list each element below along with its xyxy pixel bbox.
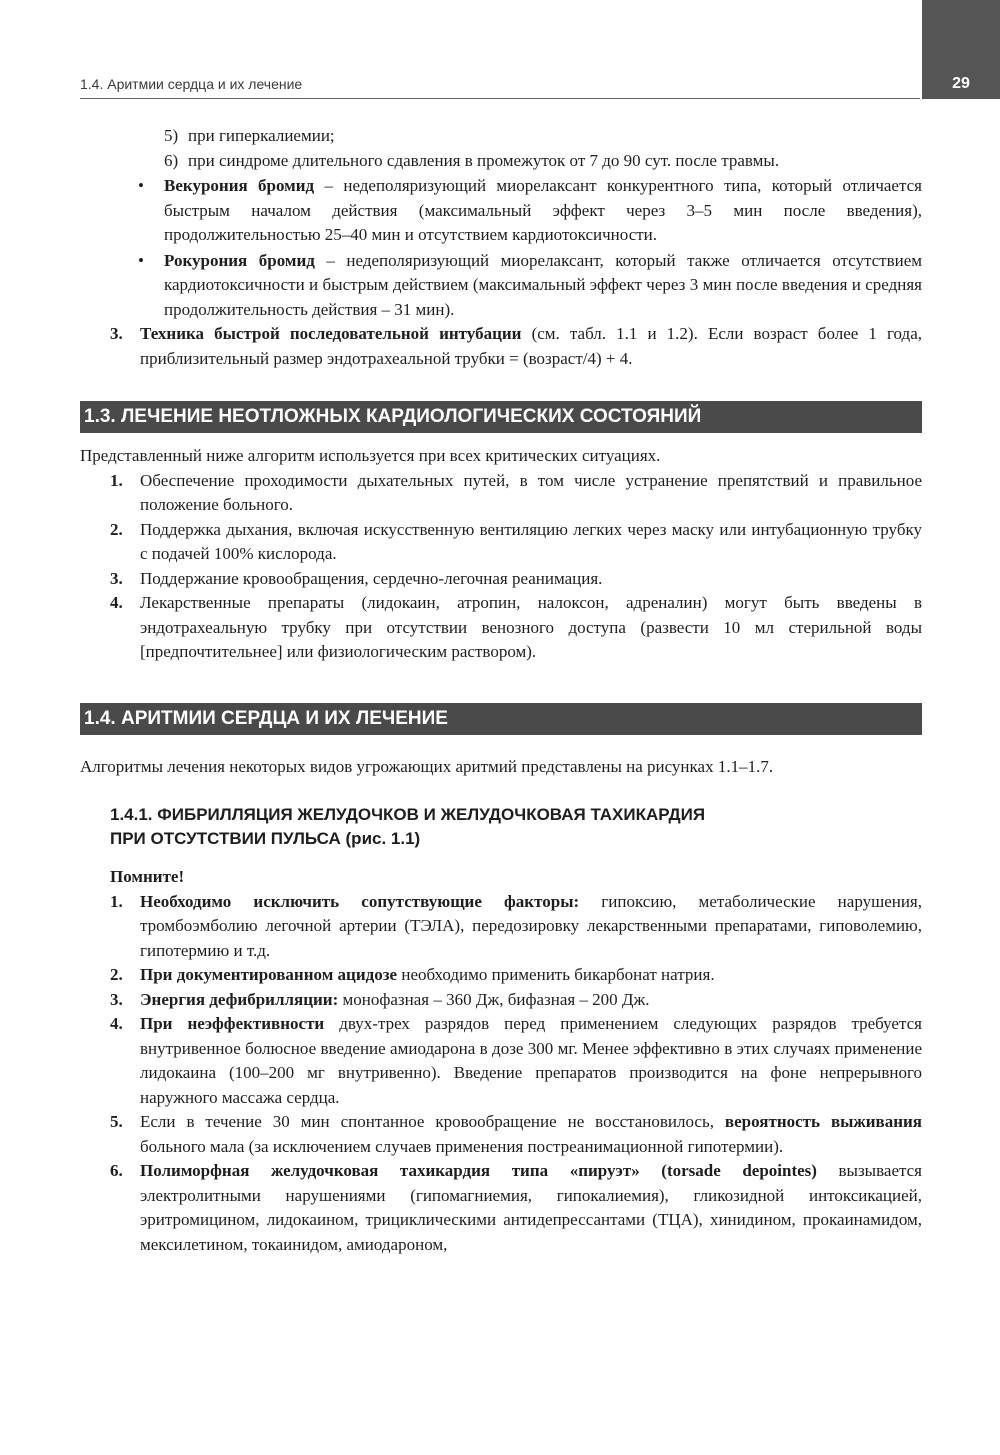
- section-intro: Алгоритмы лечения некоторых видов угрожающих аритмий представлены на рисунках 1.1–1.7.: [80, 756, 774, 776]
- subsection-heading-1-4-1: [80, 803, 922, 851]
- list-item-text: при синдроме длительного сдавления в промежуток от 7 до 90 сут. после травмы.: [188, 150, 780, 170]
- list-marker: 3.: [110, 568, 123, 588]
- bullet-item-vecuronium: [80, 174, 922, 248]
- list-marker: 1.: [110, 891, 123, 911]
- item-text: гипоксию, метаболические нарушения, тромбоэмболию легочной артерии (ТЭЛА), передозировку лекарственными препаратами, гиповолемию, гипотермию и т.д.: [140, 891, 922, 960]
- page-number: 29: [952, 75, 970, 92]
- drug-name: Векурония бромид: [164, 176, 315, 195]
- list-marker: 4.: [110, 1014, 123, 1033]
- item-text: (см. табл. 1.1 и 1.2). Если возраст более 1 года, приблизительный размер эндотрахеальной трубки = (возраст/4) + 4.: [140, 324, 923, 368]
- top-sub-list: [80, 124, 922, 173]
- list-item: [80, 469, 922, 518]
- item-text-tail: больного мала (за исключением случаев применения постреанимационной гипотермии).: [140, 1136, 784, 1156]
- list-marker: 2.: [110, 965, 123, 984]
- list-marker: 5): [164, 126, 179, 145]
- item-text: вызывается электролитными нарушениями (гипомагниемия, гипокалиемия), гликозидной интоксикацией, эритромицином, лидокаином, трициклическими антидепрессантами (ТЦА), хинидином, прокаинамидом, мексилетином, токаинидом, амиодароном,: [140, 1161, 922, 1254]
- list-marker: 2.: [110, 519, 123, 539]
- section-heading-1-4: 1.4. АРИТМИИ СЕРДЦА И ИХ ЛЕЧЕНИЕ: [80, 703, 922, 735]
- page-number-tab: [922, 0, 1000, 99]
- section-heading-1-3: 1.3. ЛЕЧЕНИЕ НЕОТЛОЖНЫХ КАРДИОЛОГИЧЕСКИХ СОСТОЯНИЙ: [80, 401, 922, 433]
- subsection-title-line: ПРИ ОТСУТСТВИИ ПУЛЬСА (рис. 1.1): [110, 829, 421, 848]
- bullet-icon: •: [138, 176, 144, 195]
- header-rule: [80, 98, 920, 99]
- list-item-text: при гиперкалиемии;: [188, 126, 335, 145]
- emergency-algorithm-list: [80, 469, 922, 665]
- subsection-title-line: 1.4.1. ФИБРИЛЛЯЦИЯ ЖЕЛУДОЧКОВ И ЖЕЛУДОЧКОВАЯ ТАХИКАРДИЯ: [110, 805, 706, 824]
- bullet-icon: •: [138, 250, 144, 270]
- list-item: [80, 963, 922, 988]
- list-item: [80, 1159, 922, 1257]
- item-bold-lead: При документированном ацидозе: [140, 965, 398, 984]
- item-bold-lead: Техника быстрой последовательной интубации: [140, 324, 522, 343]
- item-bold-lead: Необходимо исключить сопутствующие факторы:: [140, 891, 580, 911]
- list-item: [80, 591, 922, 665]
- list-item: [80, 1110, 922, 1159]
- list-marker: 6.: [110, 1161, 123, 1180]
- list-item: [80, 567, 922, 592]
- drug-name: Рокурония бромид: [164, 250, 315, 270]
- item-bold-lead: При неэффективности: [140, 1014, 325, 1033]
- list-item: [80, 124, 922, 149]
- item-bold-lead: Энергия дефибрилляции:: [140, 989, 339, 1009]
- list-item: [80, 1012, 922, 1110]
- list-item: [80, 988, 922, 1013]
- list-marker: 4.: [110, 593, 123, 612]
- drug-description: – недеполяризующий миорелаксант, который также отличается отсутствием кардиотоксичности и быстрым действием (максимальный эффект через 3 мин после введения и средняя продолжительность действия – 31 мин).: [164, 250, 922, 319]
- list-marker: 3.: [110, 324, 123, 343]
- item-text: необходимо применить бикарбонат натрия.: [397, 965, 715, 984]
- list-marker: 1.: [110, 470, 123, 490]
- list-item-text: Поддержка дыхания, включая искусственную вентиляцию легких через маску или интубационную трубку с подачей 100% кислорода.: [140, 519, 922, 563]
- bullet-item-rocuronium: [80, 249, 922, 323]
- item-text: монофазная – 360 Дж, бифазная – 200 Дж.: [338, 989, 650, 1009]
- drug-description: – недеполяризующий миорелаксант конкурентного типа, который отличается быстрым началом действия (максимальный эффект через 3–5 мин после введения), продолжительностью 25–40 мин и отсутствием кардиотоксичности.: [164, 176, 922, 244]
- list-marker: 5.: [110, 1112, 123, 1131]
- drug-bullet-list: [80, 174, 922, 322]
- list-item: [80, 149, 922, 174]
- list-marker: 3.: [110, 989, 123, 1009]
- page-content: [80, 124, 922, 1257]
- item-text: двух-трех разрядов перед применением следующих разрядов требуется внутривенное болюсное введение амиодарона в дозе 300 мг. Менее эффективно в этих случаях применение лидокаина (100–200 мг внутривенно). Введение препаратов производится на фоне непрерывного наружного массажа сердца.: [140, 1014, 922, 1107]
- list-item: [80, 890, 922, 964]
- running-title: 1.4. Аритмии сердца и их лечение: [80, 76, 303, 92]
- remember-label: Помните!: [110, 867, 185, 886]
- list-item-text: Обеспечение проходимости дыхательных путей, в том числе устранение препятствий и правильное положение больного.: [140, 470, 922, 514]
- item-bold-phrase: вероятность выживания: [724, 1112, 922, 1131]
- item-bold-lead: Полиморфная желудочковая тахикардия типа «пируэт» (torsade depointes): [140, 1161, 817, 1180]
- section-intro: Представленный ниже алгоритм используется при всех критических ситуациях.: [80, 446, 661, 465]
- list-item: [80, 518, 922, 567]
- intubation-item: [80, 322, 922, 371]
- item-text: Если в течение 30 мин спонтанное кровообращение не восстановилось,: [140, 1112, 725, 1131]
- vf-notes-list: [80, 890, 922, 1258]
- list-marker: 6): [164, 150, 179, 170]
- list-item-text: Поддержание кровообращения, сердечно-легочная реанимация.: [140, 568, 603, 588]
- list-item-text: Лекарственные препараты (лидокаин, атропин, налоксон, адреналин) могут быть введены в эндотрахеальную трубку при отсутствии венозного доступа (развести 10 мл стерильной воды [предпочтительнее] или физиологическим раствором).: [140, 593, 922, 661]
